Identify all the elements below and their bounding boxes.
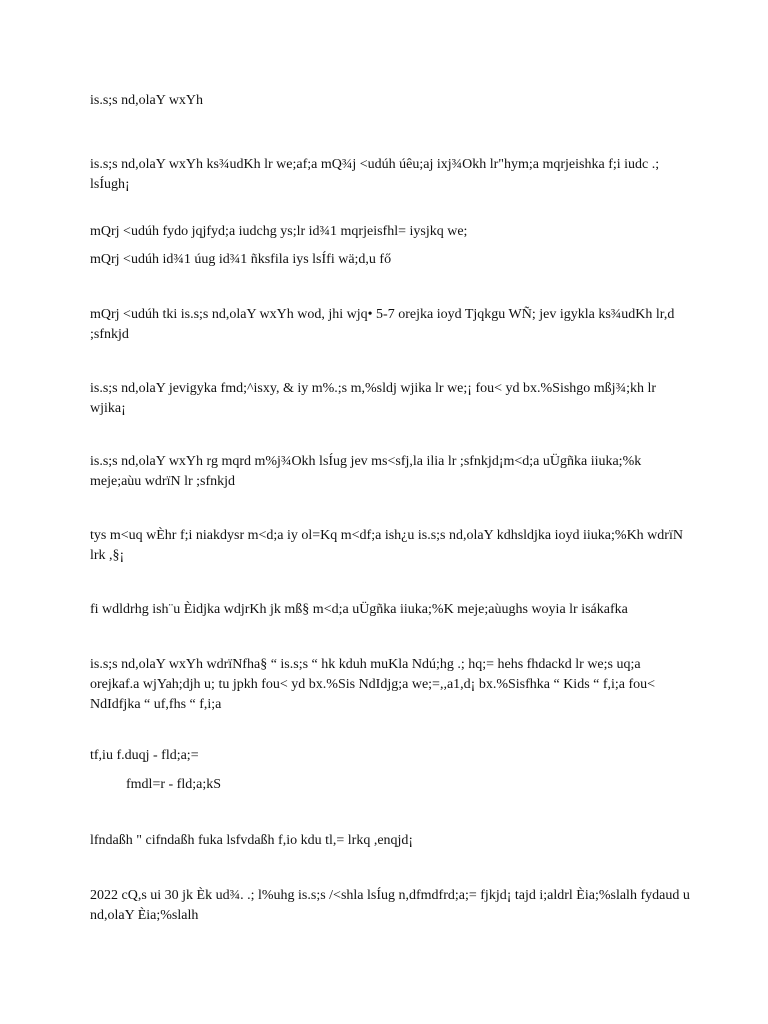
- paragraph: is.s;s nd,olaY wxYh ks¾udKh lr we;af;a mQ¾j <udúh úêu;aj ixj¾Okh lr"hym;a mqrjeishka f;i iudc .; lsÍugh¡: [90, 157, 660, 192]
- paragraph: tf,iu f.duqj - fld;a;=: [90, 748, 199, 763]
- paragraph: lfndaßh " cifndaßh fuka lsfvdaßh f,io kdu tl,= lrkq ,enqjd¡: [90, 833, 414, 848]
- paragraph: is.s;s nd,olaY wxYh rg mqrd m%j¾Okh lsÍug jev ms<sfj,la ilia lr ;sfnkjd¡m<d;a uÜgñka iiuka;%k meje;aùu wdrïN lr ;sfnkjd: [90, 454, 642, 489]
- paragraph: mQrj <udúh id¾1 úug id¾1 ñksfila iys lsÍfi wä;d,u fő: [90, 252, 392, 267]
- paragraph: mQrj <udúh tki is.s;s nd,olaY wxYh wod, jhi wjq• 5-7 orejka ioyd Tjqkgu WÑ; jev igykla ks¾udKh lr,d ;sfnkjd: [90, 307, 675, 342]
- paragraph: is.s;s nd,olaY wxYh wdrïNfha§ “ is.s;s “ hk kduh muKla Ndú;hg .; hq;= hehs fhdackd lr we;s uq;a orejkaf.a wjYah;djh u; tu jpkh fou< yd bx.%Sis NdIdjg;a we;=,,a1,d¡ bx.%Sisfhka “ Kids “ f,i;a fou< NdIdfjka “ uf,fhs “ f,i;a: [90, 657, 656, 712]
- paragraph: fi wdldrhg ish¨u Èidjka wdjrKh jk mß§ m<d;a uÜgñka iiuka;%K meje;aùughs woyia lr isákafka: [90, 602, 628, 617]
- paragraph: is.s;s nd,olaY jevigyka fmd;^isxy, & iy m%.;s m,%sldj wjika lr we;¡ fou< yd bx.%Sishgo mßj¾;kh lr wjika¡: [90, 381, 657, 416]
- paragraph: 2022 cQ,s ui 30 jk Èk ud¾. .; l%uhg is.s;s /<shla lsÍug n,dfmdfrd;a;= fjkjd¡ tajd i;aldrl Èia;%slalh fydaud u nd,olaY Èia;%slalh: [90, 888, 690, 923]
- paragraph: mQrj <udúh fydo jqjfyd;a iudchg ys;lr id¾1 mqrjeisfhl= iysjkq we;: [90, 224, 468, 239]
- paragraph: fmdl=r - fld;a;kS: [126, 777, 221, 792]
- document-heading: is.s;s nd,olaY wxYh: [90, 93, 204, 108]
- paragraph: tys m<uq wÈhr f;i niakdysr m<d;a iy ol=Kq m<df;a ish¿u is.s;s nd,olaY kdhsldjka ioyd iiuka;%Kh wdrïN lrk ,§¡: [90, 528, 683, 563]
